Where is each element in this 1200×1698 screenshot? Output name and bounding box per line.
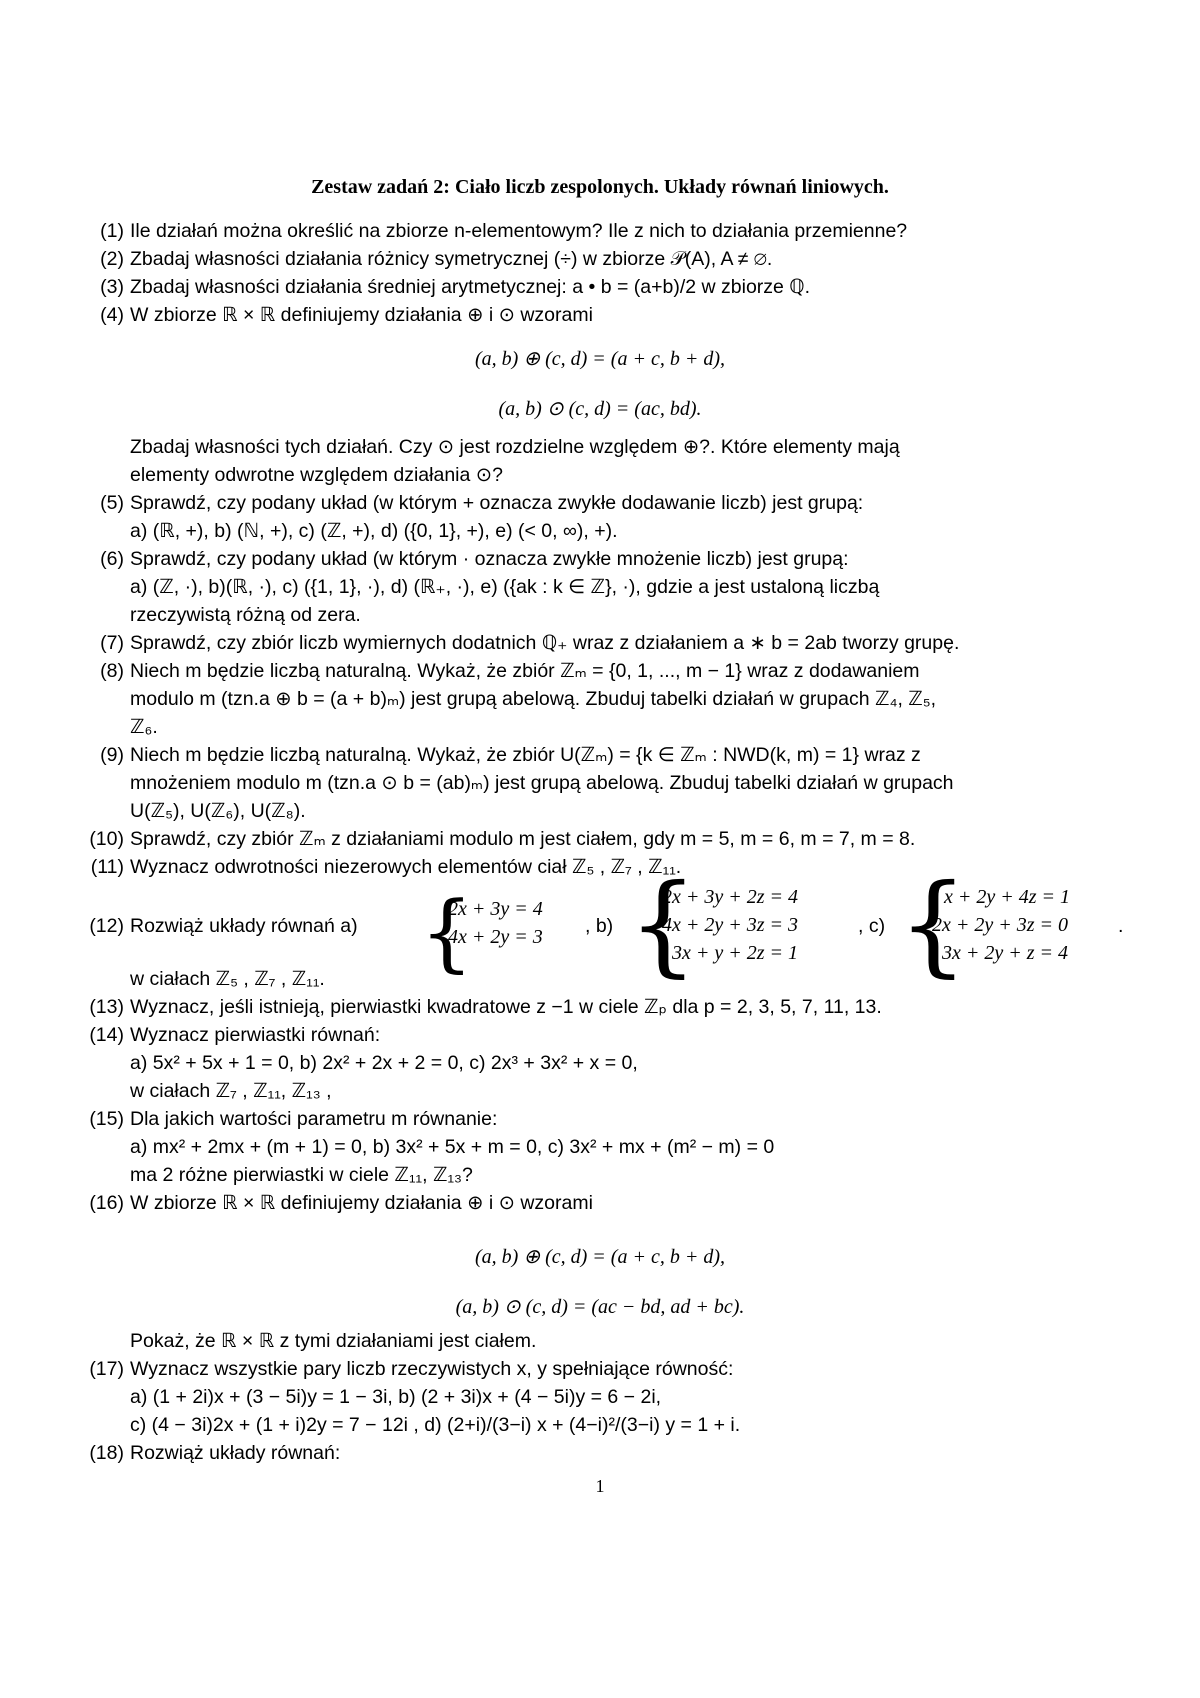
exercise-text: W zbiorze ℝ × ℝ definiujemy działania ⊕ i ⊙ wzorami bbox=[130, 304, 593, 326]
exercise-text: Sprawdź, czy zbiór liczb wymiernych dodatnich ℚ₊ wraz z działaniem a ∗ b = 2ab tworzy grupę. bbox=[130, 632, 960, 654]
exercise-text: Wyznacz odwrotności niezerowych elementów ciał ℤ₅ , ℤ₇ , ℤ₁₁. bbox=[130, 856, 682, 878]
exercise-line bbox=[100, 546, 849, 572]
equation-16a: (a, b) ⊕ (c, d) = (a + c, b + d), bbox=[475, 1246, 725, 1268]
exercise-number: (4) bbox=[100, 304, 124, 326]
left-brace: { bbox=[420, 883, 474, 981]
exercise-line bbox=[130, 714, 158, 740]
exercise-text: elementy odwrotne względem działania ⊙? bbox=[130, 464, 503, 486]
system-b-row: 4x + 2y + 3z = 3 bbox=[662, 914, 799, 936]
exercise-line bbox=[100, 490, 864, 516]
exercise-number: (18) bbox=[89, 1442, 124, 1464]
exercise-number: (9) bbox=[100, 744, 124, 766]
exercise-line bbox=[90, 854, 682, 880]
page-number: 1 bbox=[595, 1476, 605, 1496]
exercise-text: a) mx² + 2mx + (m + 1) = 0, b) 3x² + 5x + m = 0, c) 3x² + mx + (m² − m) = 0 bbox=[130, 1136, 775, 1158]
exercise-line bbox=[89, 1440, 341, 1466]
exercise-text: w ciałach ℤ₇ , ℤ₁₁, ℤ₁₃ , bbox=[130, 1080, 332, 1102]
exercise-text: Niech m będzie liczbą naturalną. Wykaż, że zbiór ℤₘ = {0, 1, ..., m − 1} wraz z dodawaniem bbox=[130, 660, 920, 682]
exercise-text: Pokaż, że ℝ × ℝ z tymi działaniami jest ciałem. bbox=[130, 1330, 537, 1352]
exercise-text: rzeczywistą różną od zera. bbox=[130, 604, 361, 626]
exercise-number: (16) bbox=[89, 1192, 124, 1214]
exercise-line bbox=[130, 462, 503, 488]
exercise-line bbox=[100, 218, 908, 244]
exercise-text: U(ℤ₅), U(ℤ₆), U(ℤ₈). bbox=[130, 800, 306, 822]
exercise-line bbox=[100, 742, 921, 768]
exercise-line bbox=[130, 686, 936, 712]
exercise-text: a) (ℤ, ·), b)(ℝ, ·), c) ({1, 1}, ·), d) (ℝ₊, ·), e) ({ak : k ∈ ℤ}, ·), gdzie a jest ustaloną liczbą bbox=[130, 576, 880, 598]
exercise-text: a) 5x² + 5x + 1 = 0, b) 2x² + 2x + 2 = 0, c) 2x³ + 3x² + x = 0, bbox=[130, 1052, 638, 1074]
exercise-line bbox=[130, 770, 954, 796]
exercise-line bbox=[130, 966, 325, 992]
system-b bbox=[628, 860, 848, 988]
exercise-number: (7) bbox=[100, 632, 124, 654]
exercise-text: ℤ₆. bbox=[130, 716, 158, 738]
exercise-text: Rozwiąż układy równań: bbox=[130, 1442, 341, 1464]
exercise-line bbox=[130, 434, 900, 460]
system-a-row: 2x + 3y = 4 bbox=[448, 898, 543, 920]
exercise-text: Ile działań można określić na zbiorze n-elementowym? Ile z nich to działania przemienne? bbox=[130, 220, 908, 242]
exercise-text: modulo m (tzn.a ⊕ b = (a + b)ₘ) jest grupą abelową. Zbuduj tabelki działań w grupach ℤ₄, ℤ₅, bbox=[130, 688, 937, 710]
exercise-text: mnożeniem modulo m (tzn.a ⊙ b = (ab)ₘ) jest grupą abelową. Zbuduj tabelki działań w grupach bbox=[130, 772, 954, 794]
exercise-line bbox=[130, 1384, 661, 1410]
exercise-text: Wyznacz, jeśli istnieją, pierwiastki kwadratowe z −1 w ciele ℤₚ dla p = 2, 3, 5, 7, 11, 13. bbox=[130, 996, 882, 1018]
equation-16b: (a, b) ⊙ (c, d) = (ac − bd, ad + bc). bbox=[455, 1296, 745, 1318]
system-c-row: 2x + 2y + 3z = 0 bbox=[932, 914, 1069, 936]
exercise-text: Zbadaj własności działania różnicy symetrycznej (÷) w zbiorze 𝒫(A), A ≠ ∅. bbox=[130, 248, 773, 270]
exercise-number: (6) bbox=[100, 548, 124, 570]
exercise-text: Sprawdź, czy podany układ (w którym · oznacza zwykłe mnożenie liczb) jest grupą: bbox=[130, 548, 849, 570]
exercise-line bbox=[100, 302, 593, 328]
exercise-text: Sprawdź, czy zbiór ℤₘ z działaniami modulo m jest ciałem, gdy m = 5, m = 6, m = 7, m = 8. bbox=[130, 828, 916, 850]
exercise-number: (12) bbox=[89, 915, 124, 937]
exercise-number: (10) bbox=[89, 828, 124, 850]
exercise-line bbox=[130, 1050, 638, 1076]
system-end: . bbox=[1118, 915, 1124, 937]
exercise-line bbox=[130, 518, 618, 544]
system-c-row: 3x + 2y + z = 4 bbox=[942, 942, 1069, 964]
left-brace: { bbox=[898, 860, 968, 988]
system-b-row: 3x + y + 2z = 1 bbox=[672, 942, 799, 964]
exercise-line bbox=[130, 1162, 473, 1188]
system-c-label: , c) bbox=[858, 915, 886, 937]
exercise-line bbox=[89, 913, 358, 939]
system-a-row: 4x + 2y = 3 bbox=[448, 926, 543, 948]
exercise-line bbox=[100, 274, 811, 300]
system-c-row: x + 2y + 4z = 1 bbox=[944, 886, 1071, 908]
exercise-text: Rozwiąż układy równań a) bbox=[130, 915, 358, 937]
exercise-text: c) (4 − 3i)2x + (1 + i)2y = 7 − 12i , d) (2+i)/(3−i) x + (4−i)²/(3−i) y = 1 + i. bbox=[130, 1414, 741, 1436]
exercise-line bbox=[100, 658, 920, 684]
exercise-line bbox=[89, 994, 882, 1020]
exercise-text: Zbadaj własności tych działań. Czy ⊙ jest rozdzielne względem ⊕?. Które elementy mają bbox=[130, 436, 900, 458]
exercise-line bbox=[89, 1106, 498, 1132]
exercise-text: Dla jakich wartości parametru m równanie: bbox=[130, 1108, 498, 1130]
exercise-number: (3) bbox=[100, 276, 124, 298]
exercise-line bbox=[89, 826, 916, 852]
exercise-text: Sprawdź, czy podany układ (w którym + oznacza zwykłe dodawanie liczb) jest grupą: bbox=[130, 492, 864, 514]
exercise-number: (15) bbox=[89, 1108, 124, 1130]
exercise-line bbox=[130, 1412, 740, 1438]
exercise-text: Wyznacz pierwiastki równań: bbox=[130, 1024, 381, 1046]
exercise-number: (11) bbox=[90, 856, 124, 878]
exercise-number: (17) bbox=[89, 1358, 124, 1380]
left-brace: { bbox=[628, 860, 698, 988]
exercise-number: (5) bbox=[100, 492, 124, 514]
exercise-line bbox=[130, 574, 879, 600]
equation-4b: (a, b) ⊙ (c, d) = (ac, bd). bbox=[498, 398, 702, 420]
system-b-row: 2x + 3y + 2z = 4 bbox=[662, 886, 799, 908]
exercise-text: ma 2 różne pierwiastki w ciele ℤ₁₁, ℤ₁₃? bbox=[130, 1164, 473, 1186]
exercise-text: a) (ℝ, +), b) (ℕ, +), c) (ℤ, +), d) ({0, 1}, +), e) (< 0, ∞), +). bbox=[130, 520, 618, 542]
exercise-text: Wyznacz wszystkie pary liczb rzeczywistych x, y spełniające równość: bbox=[130, 1358, 734, 1380]
exercise-line bbox=[130, 602, 361, 628]
exercise-line bbox=[130, 1078, 331, 1104]
exercise-number: (2) bbox=[100, 248, 124, 270]
exercise-line bbox=[100, 246, 773, 272]
exercise-line bbox=[89, 1190, 593, 1216]
exercise-text: W zbiorze ℝ × ℝ definiujemy działania ⊕ i ⊙ wzorami bbox=[130, 1192, 593, 1214]
exercise-number: (1) bbox=[100, 220, 124, 242]
exercise-line bbox=[130, 1134, 774, 1160]
document-title: Zestaw zadań 2: Ciało liczb zespolonych. Układy równań liniowych. bbox=[311, 176, 889, 198]
exercise-text: Niech m będzie liczbą naturalną. Wykaż, że zbiór U(ℤₘ) = {k ∈ ℤₘ : NWD(k, m) = 1} wraz z bbox=[130, 744, 921, 766]
system-c bbox=[898, 860, 1128, 988]
exercise-number: (13) bbox=[89, 996, 124, 1018]
exercise-line bbox=[130, 798, 306, 824]
exercise-line bbox=[100, 630, 960, 656]
system-a bbox=[420, 883, 600, 981]
exercise-text: w ciałach ℤ₅ , ℤ₇ , ℤ₁₁. bbox=[130, 968, 325, 990]
system-b-label: , b) bbox=[585, 915, 614, 937]
exercise-line bbox=[130, 1328, 536, 1354]
exercise-number: (8) bbox=[100, 660, 124, 682]
exercise-line bbox=[89, 1356, 734, 1382]
exercise-text: a) (1 + 2i)x + (3 − 5i)y = 1 − 3i, b) (2 + 3i)x + (4 − 5i)y = 6 − 2i, bbox=[130, 1386, 662, 1408]
exercise-line bbox=[89, 1022, 381, 1048]
exercise-text: Zbadaj własności działania średniej arytmetycznej: a • b = (a+b)/2 w zbiorze ℚ. bbox=[130, 276, 811, 298]
exercise-number: (14) bbox=[89, 1024, 124, 1046]
equation-4a: (a, b) ⊕ (c, d) = (a + c, b + d), bbox=[475, 348, 725, 370]
